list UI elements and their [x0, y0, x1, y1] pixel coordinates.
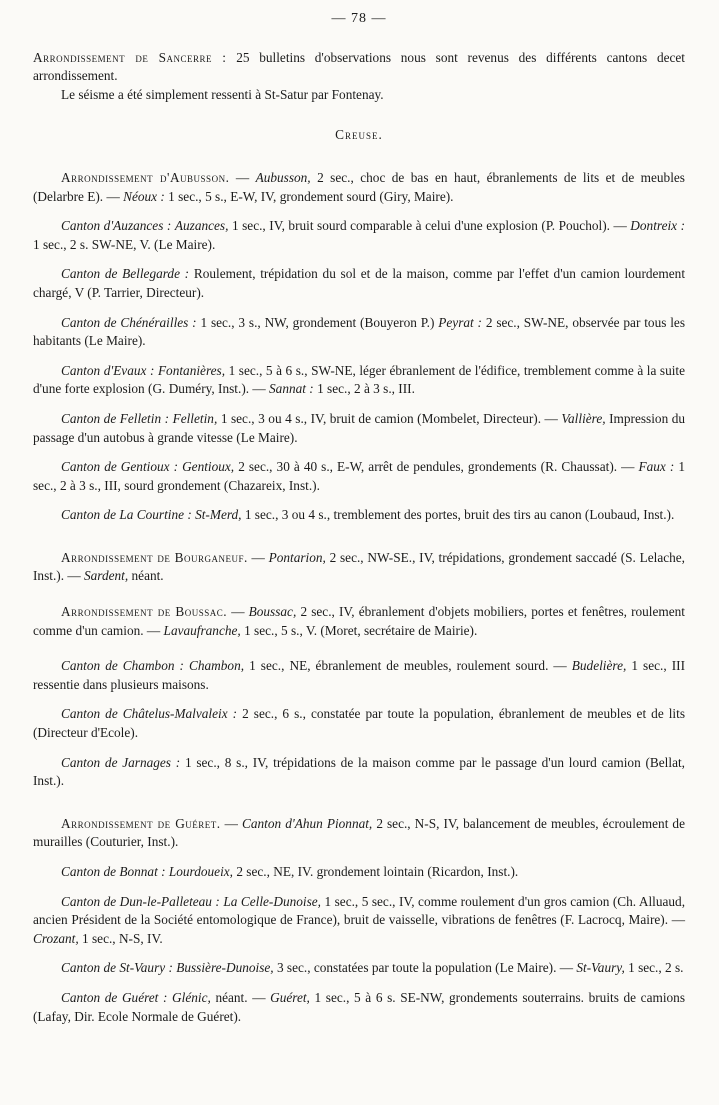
place-name: Vallière, — [561, 410, 606, 426]
place-name: Sardent, — [83, 568, 129, 584]
paragraph-dun-le-palleteau — [33, 893, 685, 949]
paragraph-felletin — [33, 410, 685, 447]
paragraph-la-courtine — [33, 506, 685, 525]
canton-label: Canton de Bonnat : — [61, 864, 166, 879]
paragraph-text: 1 sec., III ressentie dans plusieurs maisons. — [33, 658, 685, 692]
paragraph-st-satur: Le séisme a été simplement ressenti à St-Satur par Fontenay. — [61, 86, 384, 102]
paragraph-text: 2 sec., 30 à 40 s., E-W, arrêt de pendules, grondements (R. Chaussat). — — [238, 459, 635, 475]
place-name: St-Merd, — [195, 507, 242, 523]
paragraph-text: 1 sec., 2 s. — [628, 960, 684, 976]
paragraph-gentioux — [33, 458, 685, 495]
place-name: Boussac, — [248, 604, 297, 620]
paragraph-jarnages — [33, 754, 685, 791]
place-name: Budelière, — [571, 658, 627, 674]
page-number: — 78 — — [331, 11, 387, 26]
paragraph-text: 1 sec., 3 s., NW, grondement (Bouyeron P.) — [200, 314, 435, 330]
canton-label: Canton de Bellegarde : — [61, 266, 190, 282]
canton-label: Canton de Gentioux : — [61, 459, 179, 475]
canton-label: Canton d'Evaux : — [61, 362, 155, 378]
arrondissement-label: Arrondissement de Guéret. — [61, 815, 221, 831]
paragraph-canton-gueret — [33, 989, 685, 1026]
place-name: Aubusson, — [255, 169, 311, 185]
paragraph-evaux — [33, 362, 685, 399]
paragraph-gueret: Arrondissement de Guéret. — Canton d'Ahun Pionnat, 2 sec., N-S, IV, balancement de meubles, écroulement de murailles (Couturier, Inst.). — [33, 815, 685, 850]
place-name: Felletin, — [172, 410, 218, 426]
place-name: La Celle-Dunoise, — [223, 893, 322, 909]
department-heading: Creuse. — [335, 127, 383, 143]
paragraph-text: Impression du passage d'un autobus à grande vitesse (Le Maire). — [33, 410, 686, 445]
place-name: Peyrat : — [438, 314, 482, 330]
paragraph-text: 1 sec., 2 à 3 s., III. — [317, 381, 415, 397]
place-name: Chambon, — [189, 658, 245, 674]
paragraph-boussac: Arrondissement de Boussac. — Boussac, 2 sec., IV, ébranlement d'objets mobiliers, portes et fenêtres, roulement comme d'un camion. — Lavaufranche, 1 sec., 5 s., V. (Moret, secrétaire de Mairie). — [33, 604, 685, 638]
paragraph-text: néant. — — [215, 989, 266, 1005]
canton-label: Canton de Chambon : — [61, 658, 184, 674]
paragraph-text: 2 sec., NW-SE., IV, trépidations, grondement saccadé (S. Lelache, Inst.). — — [33, 549, 685, 584]
paragraph-text: 1 sec., 2 à 3 s., III, sourd grondement (Chazareix, Inst.). — [33, 459, 685, 493]
canton-label: Canton de Châtelus-Malvaleix : — [61, 706, 238, 722]
canton-label: Canton de Felletin : — [61, 410, 170, 426]
canton-label: Canton de Chénérailles : — [61, 314, 197, 330]
place-name: Crozant, — [33, 930, 79, 946]
place-name: Dontreix : — [630, 218, 686, 234]
arrondissement-label: Arrondissement de Bourganeuf. — [61, 549, 248, 565]
paragraph-text: 2 sec., SW-NE, observée par tous les habitants (Le Maire). — [33, 314, 686, 349]
paragraph-text: Roulement, trépidation du sol et de la maison, comme par l'effet d'un camion lourdement chargé, V (P. Tarrier, Directeur). — [33, 266, 686, 300]
paragraph-bonnat — [33, 863, 685, 882]
paragraph-text: 2 sec., 6 s., constatée par toute la population, ébranlement de meubles et de lits (Directeur d'Ecole). — [33, 706, 685, 741]
place-name: Néoux : — [123, 188, 165, 204]
paragraph-text: 3 sec., constatées par toute la population (Le Maire). — — [276, 960, 574, 976]
paragraph-text: 1 sec., 2 s. SW-NE, V. (Le Maire). — [33, 236, 216, 252]
paragraph-text: 1 sec., 5 s., E-W, IV, grondement sourd (Giry, Maire). — [168, 188, 454, 204]
paragraph-text: 1 sec., 3 ou 4 s., IV, bruit de camion (Mombelet, Directeur). — — [220, 410, 558, 426]
canton-label: Canton de Guéret : — [61, 989, 168, 1005]
place-name: Fontanières, — [157, 362, 226, 378]
paragraph-bourganeuf: Arrondissement de Bourganeuf. — Pontarion, 2 sec., NW-SE., IV, trépidations, grondement saccadé (S. Lelache, Inst.). — Sardent, néant. — [33, 549, 685, 584]
paragraph-sancerre — [33, 49, 685, 86]
place-name: Faux : — [638, 459, 675, 475]
canton-label: Canton de Dun-le-Palleteau : — [61, 893, 220, 909]
paragraph-text: 1 sec., 5 à 6 s. SE-NW, grondements souterrains. bruits de camions (Lafay, Dir. Ecole Normale de Guéret). — [33, 989, 685, 1024]
place-name: Auzances, — [174, 218, 229, 234]
arrondissement-label: Arrondissement d'Aubusson. — [61, 169, 230, 185]
paragraph-aubusson: Arrondissement d'Aubusson. — Aubusson, 2 sec., choc de bas en haut, ébranlements de lits et de meubles (Delarbre E). — Néoux : 1 sec., 5 s., E-W, IV, grondement sourd (Giry, Maire). — [33, 169, 685, 204]
place-name: Bussière-Dunoise, — [176, 960, 274, 976]
canton-label: Canton de Jarnages : — [61, 754, 181, 770]
paragraph-text: 2 sec., NE, IV. grondement lointain (Ricardon, Inst.). — [236, 864, 519, 879]
paragraph-text: 2 sec., choc de bas en haut, ébranlements de lits et de meubles (Delarbre E). — — [33, 169, 685, 204]
place-name: Glénic, — [172, 989, 211, 1005]
paragraph-text: 2 sec., IV, ébranlement d'objets mobiliers, portes et fenêtres, roulement comme d'un camion. — — [33, 604, 685, 638]
arrondissement-label: Arrondissement de Boussac. — [61, 604, 228, 620]
paragraph-chambon — [33, 657, 685, 694]
arrondissement-label: Arrondissement de Sancerre : — [33, 49, 227, 65]
place-name: St-Vaury, — [576, 960, 625, 976]
canton-label: Canton de La Courtine : — [61, 507, 192, 523]
paragraph-text: 2 sec., N-S, IV, balancement de meubles, écroulement de murailles (Couturier, Inst.). — [33, 815, 685, 850]
paragraph-text: 1 sec., 5 à 6 s., SW-NE, léger ébranlement de l'édifice, tremblement comme à la suite d'une forte explosion (G. Duméry, Inst.). — — [33, 362, 686, 397]
place-name: Gentioux, — [182, 459, 235, 475]
canton-label: Canton d'Ahun Pionnat, — [242, 815, 373, 831]
place-name: Sannat : — [269, 381, 314, 397]
paragraph-text: 1 sec., 5 s., V. (Moret, secrétaire de Mairie). — [244, 622, 478, 638]
paragraph-auzances — [33, 217, 685, 254]
paragraph-text: 25 bulletins d'observations nous sont revenus des différents cantons decet arrondissement. — [33, 49, 685, 84]
place-name: Lourdoueix, — [168, 864, 233, 879]
paragraph-text: néant. — [131, 568, 164, 584]
paragraph-text: 1 sec., NE, ébranlement de meubles, roulement sourd. — — [249, 658, 567, 674]
paragraph-text: 1 sec., IV, bruit sourd comparable à celui d'une explosion (P. Pouchol). — — [231, 218, 627, 234]
paragraph-bellegarde — [33, 265, 685, 302]
paragraph-text: 1 sec., 8 s., IV, trépidations de la maison comme par le passage d'un lourd camion (Bellat, Inst.). — [33, 754, 685, 789]
place-name: Pontarion, — [268, 549, 326, 565]
paragraph-text: 1 sec., N-S, IV. — [82, 930, 163, 946]
place-name: Guéret, — [270, 989, 310, 1005]
paragraph-chenerailles — [33, 314, 685, 351]
paragraph-text: 1 sec., 5 sec., IV, comme roulement d'un gros camion (Ch. Alluaud, ancien Président de la Société entomologique de France), bruit de vaisselle, vibrations de fenêtres (F. Lacrocq, Maire). — — [33, 893, 686, 928]
paragraph-st-vaury — [33, 959, 685, 978]
place-name: Lavaufranche, — [163, 622, 241, 638]
paragraph-text: 1 sec., 3 ou 4 s., tremblement des portes, bruit des tirs au canon (Loubaud, Inst.). — [244, 507, 675, 523]
canton-label: Canton d'Auzances : — [61, 218, 172, 234]
paragraph-chatelus — [33, 705, 685, 742]
canton-label: Canton de St-Vaury : — [61, 960, 173, 976]
